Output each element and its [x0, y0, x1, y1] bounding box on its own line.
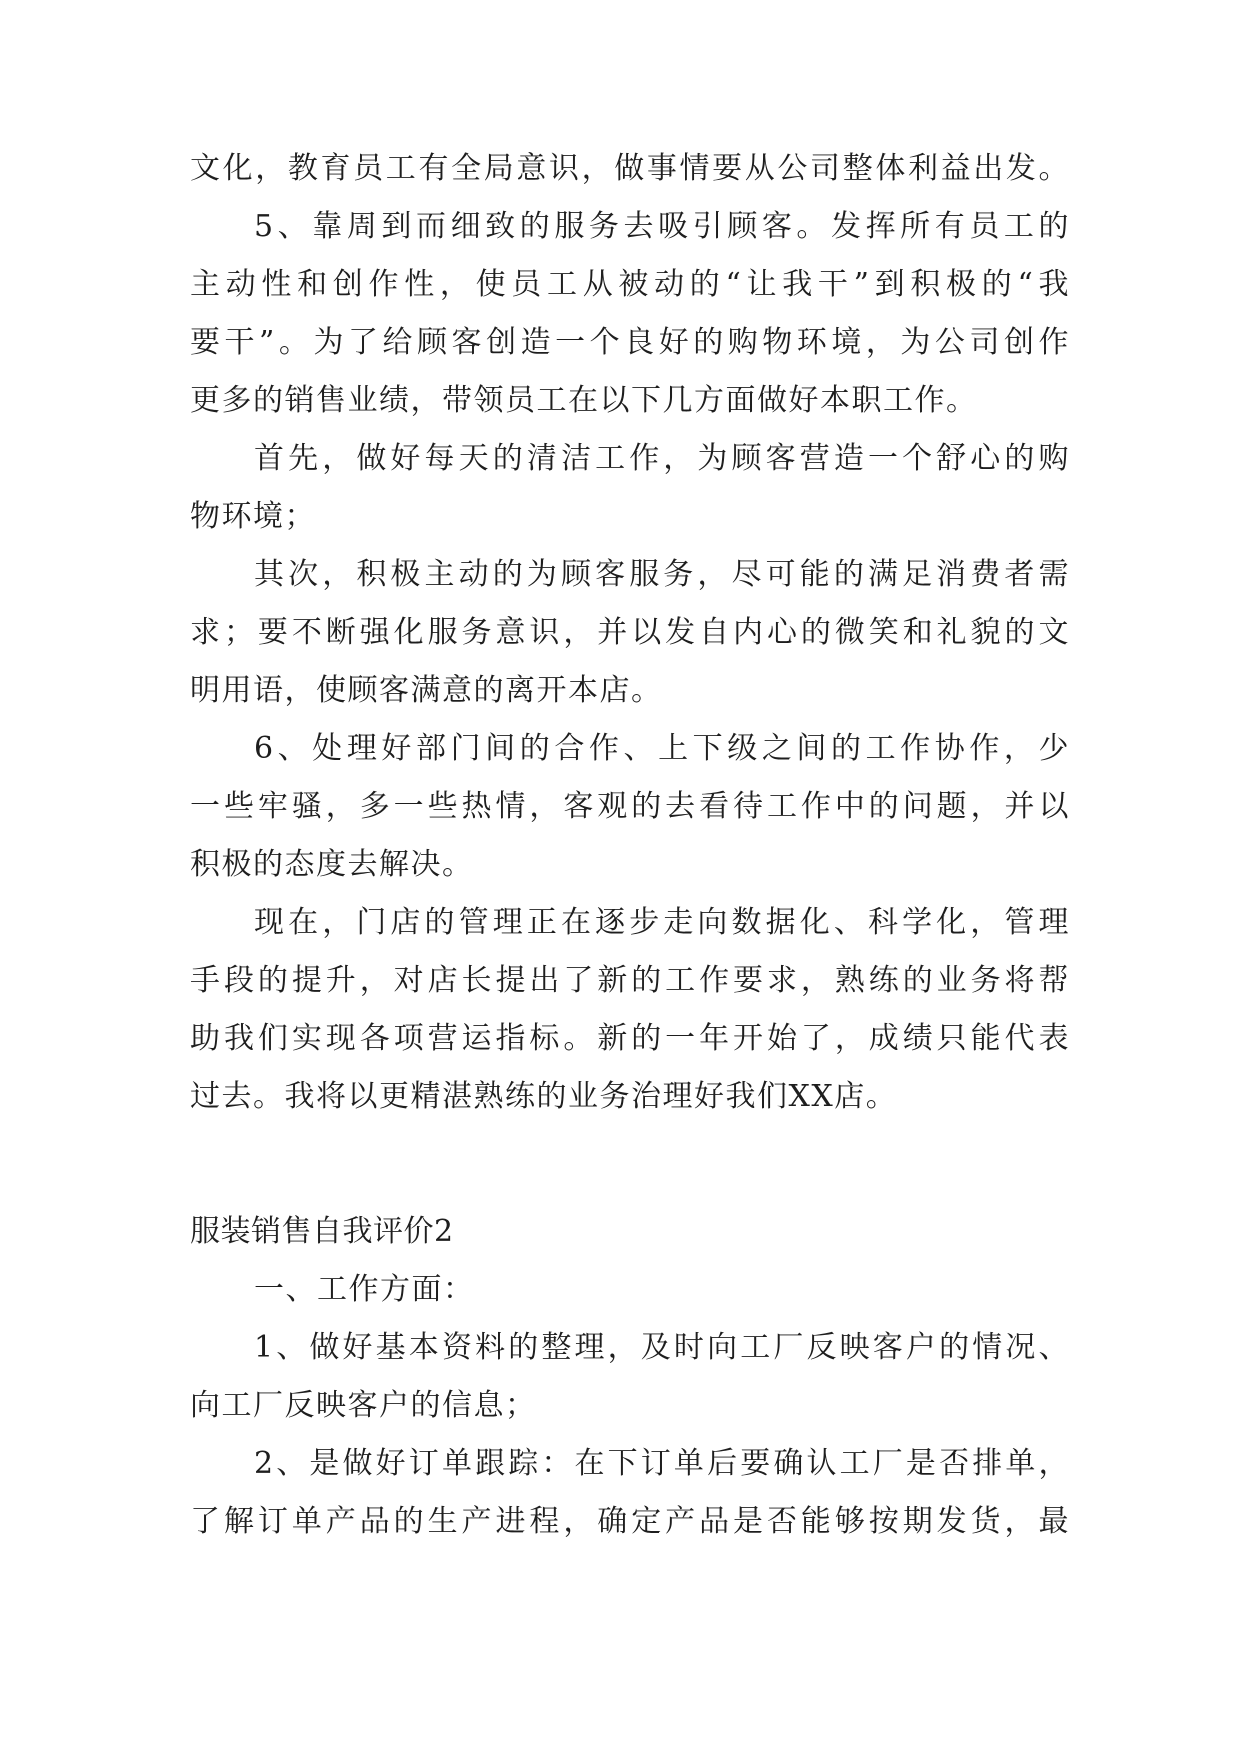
text-line: 一、工作方面： — [254, 1272, 475, 1307]
text-line: 主动性和创作性，使员工从被动的“让我干”到积极的“我 — [190, 267, 1070, 302]
text-line: 助我们实现各项营运指标。新的一年开始了，成绩只能代表 — [190, 1021, 1070, 1056]
text-line: 现在，门店的管理正在逐步走向数据化、科学化，管理 — [254, 905, 1070, 940]
text-line: 一些牢骚，多一些热情，客观的去看待工作中的问题，并以 — [190, 789, 1070, 824]
text-line: 向工厂反映客户的信息； — [190, 1388, 537, 1423]
text-line: 其次，积极主动的为顾客服务，尽可能的满足消费者需 — [254, 557, 1070, 592]
text-line: 了解订单产品的生产进程，确定产品是否能够按期发货，最 — [190, 1504, 1070, 1539]
text-line: 6、处理好部门间的合作、上下级之间的工作协作，少 — [254, 731, 1070, 766]
text-line: 明用语，使顾客满意的离开本店。 — [190, 673, 663, 708]
text-line: 要干”。为了给顾客创造一个良好的购物环境，为公司创作 — [190, 325, 1070, 360]
text-line: 求；要不断强化服务意识，并以发自内心的微笑和礼貌的文 — [190, 615, 1070, 650]
text-line: 物环境； — [190, 499, 316, 534]
text-line: 2、是做好订单跟踪：在下订单后要确认工厂是否排单， — [254, 1446, 1070, 1481]
section-heading: 服装销售自我评价2 — [190, 1214, 454, 1249]
text-line: 首先，做好每天的清洁工作，为顾客营造一个舒心的购 — [254, 441, 1070, 476]
text-line: 手段的提升，对店长提出了新的工作要求，熟练的业务将帮 — [190, 963, 1070, 998]
text-line: 过去。我将以更精湛熟练的业务治理好我们XX店。 — [190, 1079, 898, 1114]
text-line: 1、做好基本资料的整理，及时向工厂反映客户的情况、 — [254, 1330, 1070, 1365]
text-line: 更多的销售业绩，带领员工在以下几方面做好本职工作。 — [190, 383, 978, 418]
text-line: 5、靠周到而细致的服务去吸引顾客。发挥所有员工的 — [254, 209, 1070, 244]
text-line: 积极的态度去解决。 — [190, 847, 474, 882]
text-line: 文化，教育员工有全局意识，做事情要从公司整体利益出发。 — [190, 151, 1070, 186]
